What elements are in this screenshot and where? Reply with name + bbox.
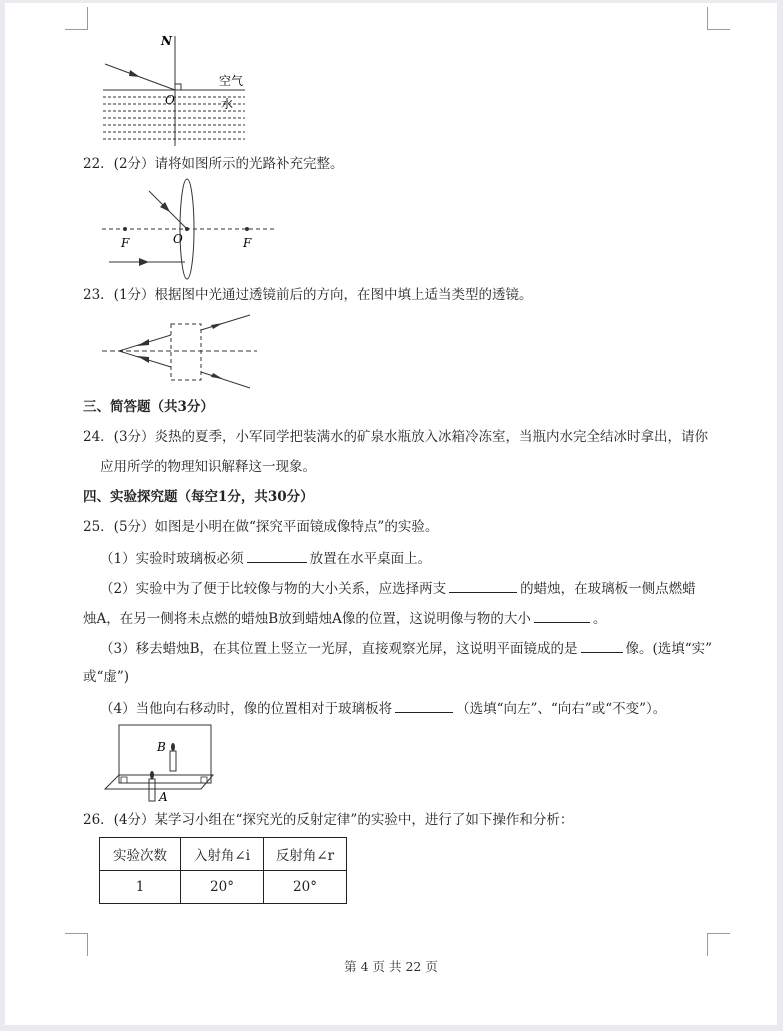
- normal-label-n: N: [161, 34, 172, 48]
- point-label-o: O: [165, 93, 175, 107]
- section-3-heading: 三、简答题（共3分）: [83, 399, 214, 415]
- table-cell: 1: [100, 871, 181, 904]
- figure-lens-box: [97, 309, 262, 394]
- q25-p2-text-after: 的蜡烛，在玻璃板一侧点燃蜡: [520, 581, 696, 597]
- q25-p1-text-before: （1）实验时玻璃板必须: [100, 551, 244, 567]
- crop-mark-bottom-right: [707, 933, 730, 956]
- candle-a-label: A: [159, 790, 168, 803]
- q25-p3-text-after: 像。(选填“实”: [625, 641, 713, 657]
- question-25-part-3: [100, 638, 712, 658]
- table-header-cell: 反射角∠r: [264, 838, 347, 871]
- question-24-line-2: 应用所学的物理知识解释这一现象。: [100, 459, 316, 475]
- question-25-part-3-line-2: 或“虚”): [83, 669, 130, 685]
- figure-convex-lens: [97, 175, 282, 285]
- table-cell: 20°: [264, 871, 347, 904]
- q25-p4-blank[interactable]: [395, 698, 453, 713]
- air-label: 空气: [219, 74, 244, 88]
- page-footer: 第 4 页 共 22 页: [344, 959, 438, 974]
- q25-p2-line2-before: 烛A，在另一侧将未点燃的蜡烛B放到蜡烛A像的位置，这说明像与物的大小: [83, 611, 531, 627]
- question-25-part-1: [100, 548, 431, 568]
- q25-p2-line2-after: 。: [592, 611, 607, 627]
- document-page: [5, 3, 777, 1025]
- q25-p4-text-after: （选填“向左”、“向右”或“不变”）。: [456, 701, 667, 717]
- q25-p4-text-before: （4）当他向右移动时，像的位置相对于玻璃板将: [100, 701, 393, 717]
- table-header-cell: 实验次数: [100, 838, 181, 871]
- reflection-data-table: [99, 837, 347, 904]
- crop-mark-top-right: [707, 7, 730, 30]
- question-25-part-4: [100, 698, 666, 718]
- candle-b-label: B: [157, 740, 166, 754]
- question-25-part-2-line-2: [83, 608, 606, 628]
- lens-center-label: O: [173, 232, 183, 246]
- table-row: [100, 871, 347, 904]
- question-24-line-1: 24．(3分）炎热的夏季，小军同学把装满水的矿泉水瓶放入冰箱冷冻室，当瓶内水完全结冰时拿出，请你: [83, 429, 709, 445]
- crop-mark-bottom-left: [65, 933, 88, 956]
- q25-p3-text-before: （3）移去蜡烛B，在其位置上竖立一光屏，直接观察光屏，这说明平面镜成的是: [100, 641, 578, 657]
- table-cell: 20°: [181, 871, 264, 904]
- focus-left-label: F: [121, 236, 130, 250]
- figure-plane-mirror-candles: [101, 723, 226, 803]
- focus-right-label: F: [243, 236, 252, 250]
- q25-p2-blank-1[interactable]: [449, 578, 517, 593]
- figure-air-water-refraction: [95, 28, 255, 148]
- q25-p2-text-before: （2）实验中为了便于比较像与物的大小关系，应选择两支: [100, 581, 447, 597]
- crop-mark-top-left: [65, 7, 88, 30]
- question-22: 22．(2分）请将如图所示的光路补充完整。: [83, 156, 344, 172]
- section-4-heading: 四、实验探究题（每空1分，共30分）: [83, 489, 314, 505]
- question-23: 23．(1分）根据图中光通过透镜前后的方向，在图中填上适当类型的透镜。: [83, 287, 533, 303]
- water-label: 水: [221, 97, 234, 111]
- question-25-intro: 25．(5分）如图是小明在做“探究平面镜成像特点”的实验。: [83, 519, 439, 535]
- q25-p1-blank[interactable]: [247, 548, 307, 563]
- q25-p3-blank[interactable]: [581, 638, 623, 653]
- q25-p2-blank-2[interactable]: [534, 608, 590, 623]
- q25-p1-text-after: 放置在水平桌面上。: [309, 551, 432, 567]
- question-25-part-2: [100, 578, 696, 598]
- question-26: 26．(4分）某学习小组在“探究光的反射定律”的实验中，进行了如下操作和分析：: [83, 812, 574, 828]
- table-header-row: [100, 838, 347, 871]
- table-header-cell: 入射角∠i: [181, 838, 264, 871]
